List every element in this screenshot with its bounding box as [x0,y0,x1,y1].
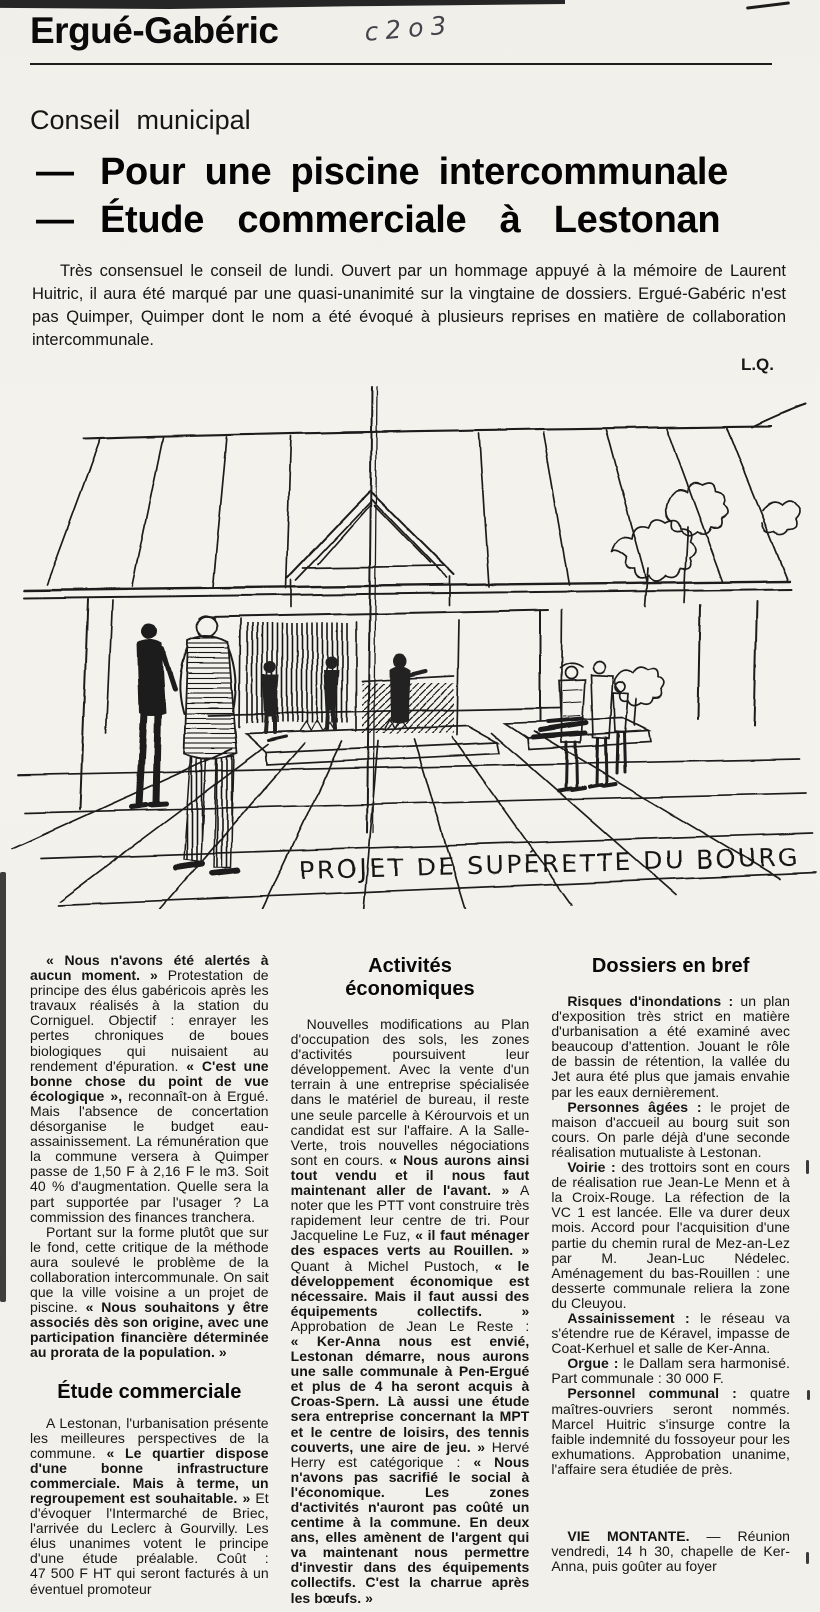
column-3 [551,953,790,1606]
headline-line-1 [36,148,820,196]
headline-text-1: Pour une piscine intercommunale [100,151,728,193]
text-segment: Risques d'inondations : [567,993,741,1009]
paragraph-personnel-communal [551,1386,790,1477]
text-segment: reconnaît-on à Ergué. Mais l'absence de concertation désorganise le budget eau-assainissement. La rémunération que la commune versera à Quimper passe de 1,50 F à 2,16 F le m3. Soit 40 % d'augmentation. Quelle sera la part supportée par l'usager ? La commission des finances tranchera. [30,1087,269,1225]
text-segment: « Nous aurons ainsi tout vendu et il nous faut maintenant aller de l'avant. » [290,1151,530,1199]
paragraph-vie-montante [551,1529,790,1574]
lead-paragraph: Très consensuel le conseil de lundi. Ouvert par un hommage appuyé à la mémoire de Laurent Huitric, il aura été marqué par une quasi-unanimité sur la vingtaine de dossiers. Ergué-Gabéric n'est pas Quimper, Quimper dont le nom a été évoqué à plusieurs reprises en matière de collaboration intercommunale. [32,262,786,349]
handwritten-mark: c2o3 [363,10,455,47]
text-segment: le projet de maison d'accueil au bourg suit son cours. On parle déjà d'une seconde réalisation mutualiste à Lestonan. [551,1098,791,1160]
section-heading-dossiers-en-bref: Dossiers en bref [591,955,750,977]
illustration-caption: PROJET DE SUPÉRETTE DU BOURG [299,842,801,885]
text-segment: « le développement économique est nécessaire. Mais il faut aussi des équipements collectifs. » [290,1257,530,1319]
text-segment: « Nous n'avons pas sacrifié le social à l'économique. Les zones d'activités n'auront pas coûté un centime à la commune. En deux ans, elles amènent de l'argent qui va maintenant nous permettre d'investir dans des équipements collectifs. C'est la charrue après les bœufs. » [290,1453,530,1606]
paragraph-risques-inondations [551,994,790,1100]
text-segment: quatre maîtres-ouvriers seront nommés. Marcel Huitric s'insurge contre la faible indemnité du fossoyeur pour les exhumations. Approbation unanime, l'affaire sera étudiée de près. [551,1385,790,1477]
headline-dash: — [36,199,74,241]
scan-artifact-left-edge [0,872,6,1302]
column-1 [30,953,269,1606]
figure-walking-man [176,616,238,873]
masthead-rule [30,63,772,65]
section-heading-activites-economiques [291,955,530,1001]
paragraph [30,1225,269,1361]
sketch-svg [0,381,820,909]
paragraph-orgue [551,1356,790,1386]
text-segment: « il faut ménager des espaces verts au Rouillen. » [290,1227,530,1259]
heading-line: Activités [368,955,452,977]
text-segment: Personnes âgées : [567,1098,711,1115]
headline-text-2: Étude commerciale à Lestonan [100,199,721,241]
scan-artifact-dash [806,1552,809,1564]
figure-suit-man [131,623,175,807]
paragraph-personnes-agees [551,1100,790,1160]
masthead-title: Ergué-Gabéric [30,10,279,51]
text-segment: « Nous n'avons été alertés à aucun moment. » [30,952,269,984]
article-columns [30,953,790,1606]
sketch-lines [12,387,816,909]
text-segment: « Le quartier dispose d'une bonne infrastructure commerciale. Mais à terme, un regroupement est souhaitable. » [30,1444,269,1506]
trees [612,483,800,726]
paragraph [30,1416,269,1597]
column-2 [291,953,530,1606]
text-segment: Hervé Herry est catégorique : [290,1438,530,1470]
text-segment: Personnel communal : [567,1385,750,1402]
paragraph [30,953,269,1225]
headline-dash: — [36,151,74,193]
text-segment: Protestation de principe des élus gabéricois après les travaux réalisés à la station du Corniguel. Objectif : enrayer les pertes chroniques de boues biologiques qui nuisaient au rendement d'épuration. [30,967,269,1074]
byline: L.Q. [740,355,774,374]
text-segment: — Réunion vendredi, 14 h 30, chapelle de Ker-Anna, puis goûter au foyer [551,1528,790,1575]
illustration-sketch [0,381,820,909]
text-segment: Nouvelles modifications au Plan d'occupation des sols, les zones d'activités poursuivent leur développement. Avec la vente d'un terrain à une entreprise spécialisée dans le matériel de bureau, il reste une seule parcelle à Kérourvois et un candidat est sur l'affaire. A la Salle-Verte, trois nouvelles négociations sont en cours. [290,1016,530,1168]
text-segment: Assainissement : [567,1309,701,1326]
text-segment: Approbation de Jean Le Reste : [290,1317,530,1334]
paragraph-voirie [551,1160,790,1311]
text-segment: des trottoirs sont en cours de réalisation rue Jean-Le Menn et à la Croix-Rouge. La réfection de la VC 1 est lancée. Elle va durer deux mois. Accord pour l'acquisition d'une partie du chemin rural de Mez-an-Lez par M. Jean-Luc Nédelec. Aménagement du bas-Rouillen : une desserte communale reliera la zone du Cleuyou. [551,1159,790,1311]
text-segment: A Lestonan, l'urbanisation présente les meilleures perspectives de la commune. [30,1414,269,1461]
text-segment: Voirie : [567,1159,622,1176]
section-heading-etude-commerciale: Étude commerciale [57,1380,242,1403]
text-segment: « Ker-Anna nous est envié, Lestonan démarre, nous aurons une salle communale à Pen-Ergué et plus de 4 ha seront acquis à Croas-Spern. Là aussi une étude sera entreprise concernant la MPT et le centre de loisirs, des tennis couverts, une aire de jeu. » [290,1332,530,1455]
scan-artifact-dash [806,1160,809,1174]
headline [36,148,820,244]
paragraph [291,1017,530,1606]
text-segment: le Dallam sera harmonisé. Part communale : 30 000 F. [551,1355,790,1387]
kicker: Conseil municipal [30,105,251,135]
text-segment: Orgue : [567,1355,624,1372]
text-segment: le réseau va s'étendre rue de Kéravel, impasse de Coat-Kerhuel et salle de Ker-Anna. [551,1309,790,1357]
text-segment: A noter que les PTT vont construire très rapidement leur centre de tri. Pour Jacqueline Le Fuz, [290,1182,530,1244]
scan-artifact-dash [807,1390,810,1400]
text-segment: VIE MONTANTE. [567,1528,707,1544]
text-segment: « C'est une bonne chose du point de vue écologique », [30,1057,269,1104]
heading-line: économiques [345,978,475,1000]
text-segment: Quant à Michel Pustoch, [290,1257,495,1274]
text-segment: un plan d'exposition très strict en matière d'urbanisation a été examiné avec beaucoup d'attention. Jouant le rôle de bassin de rétention, la vallée du Jet aura été plus que jamais envahie par les eaux dernièrement. [551,993,790,1100]
headline-line-2 [36,196,820,244]
paragraph-assainissement [551,1311,790,1356]
text-segment: Portant sur la forme plutôt que sur le fond, cette critique de la méthode aura soulevé le problème de la collaboration intercommunale. On sait que la ville voisine a un projet de piscine. [30,1223,269,1316]
text-segment: Et d'évoquer l'Intermarché de Briec, l'arrivée du Leclerc à Gourvilly. Les élus unanimes votent le principe d'une étude préalable. Coût : 47 500 F HT qui seront facturés à un éventuel promoteur [30,1490,269,1597]
text-segment: « Nous souhaitons y être associés dès son origine, avec une participation financière déterminée au prorata de la population. » [30,1299,269,1361]
